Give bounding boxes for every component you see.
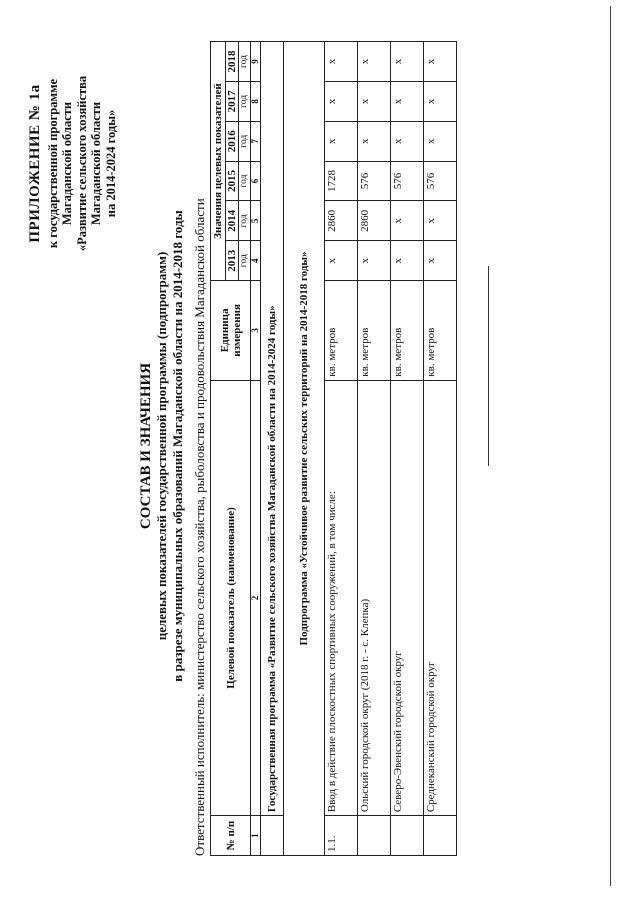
row-indicator: Ольский городской округ (2018 г. - с. Клепка) bbox=[358, 380, 391, 815]
row-value: 1728 bbox=[325, 161, 358, 201]
column-number: 5 bbox=[251, 201, 261, 241]
column-number: 6 bbox=[251, 161, 261, 201]
row-value: х bbox=[325, 81, 358, 121]
row-unit: кв. метров bbox=[424, 281, 457, 381]
row-value: 2860 bbox=[325, 201, 358, 241]
appendix-line: Магаданской области bbox=[89, 101, 103, 226]
row-indicator: Северо-Эвенский городской округ bbox=[391, 380, 424, 815]
column-number: 9 bbox=[251, 42, 261, 82]
row-value: х bbox=[424, 201, 457, 241]
appendix-line: Магаданской области bbox=[60, 101, 74, 226]
indicators-table bbox=[210, 41, 457, 856]
row-value: х bbox=[424, 121, 457, 161]
row-num bbox=[391, 816, 424, 856]
row-unit: кв. метров bbox=[325, 281, 358, 381]
row-indicator: Среднеканский городской округ bbox=[424, 380, 457, 815]
table-row bbox=[325, 42, 358, 856]
header-indicator: Целевой показатель (наименование) bbox=[211, 380, 251, 815]
heading-title: СОСТАВ И ЗНАЧЕНИЯ bbox=[138, 362, 154, 530]
document-page bbox=[10, 6, 625, 886]
row-value: х bbox=[391, 121, 424, 161]
heading-subtitle-2: в разрезе муниципальных образований Магаданской области на 2014-2018 годы bbox=[170, 210, 185, 682]
row-value: х bbox=[325, 241, 358, 281]
header-num: № п/п bbox=[211, 816, 251, 856]
appendix-line: на 2014-2024 годы» bbox=[103, 109, 118, 218]
table-row bbox=[391, 42, 424, 856]
header-row bbox=[211, 42, 226, 856]
row-value: х bbox=[391, 42, 424, 82]
appendix-line: «Развитие сельского хозяйства bbox=[74, 75, 89, 252]
row-value: 576 bbox=[391, 161, 424, 201]
subprogram-row bbox=[284, 42, 325, 856]
row-value: 576 bbox=[358, 161, 391, 201]
column-number: 4 bbox=[251, 241, 261, 281]
footnote-divider bbox=[488, 266, 489, 466]
table-row bbox=[358, 42, 391, 856]
row-value: х bbox=[424, 42, 457, 82]
header-unit: Единица измерения bbox=[211, 281, 251, 381]
row-value: х bbox=[391, 241, 424, 281]
row-num bbox=[358, 816, 391, 856]
header-year: 2018 bbox=[226, 42, 239, 82]
header-values-group: Значения целевых показателей bbox=[211, 42, 226, 281]
document-heading bbox=[138, 36, 186, 856]
row-unit: кв. метров bbox=[358, 281, 391, 381]
column-number: 8 bbox=[251, 81, 261, 121]
responsible-executor: Ответственный исполнитель: министерство сельского хозяйства, рыболовства и продовольствия Магаданской области bbox=[192, 198, 207, 856]
column-number: 1 bbox=[251, 816, 261, 856]
column-number: 7 bbox=[251, 121, 261, 161]
page-edge-rule bbox=[610, 6, 611, 886]
row-value: х bbox=[391, 81, 424, 121]
row-num: 1.1. bbox=[325, 816, 358, 856]
table-row bbox=[424, 42, 457, 856]
row-value: х bbox=[325, 121, 358, 161]
appendix-block bbox=[28, 36, 118, 291]
row-value: х bbox=[424, 241, 457, 281]
column-number-row bbox=[251, 42, 261, 856]
header-year-suffix: год bbox=[239, 42, 251, 82]
row-value: х bbox=[325, 42, 358, 82]
row-indicator: Ввод в действие плоскостных спортивных сооружений, в том числе: bbox=[325, 380, 358, 815]
appendix-title: ПРИЛОЖЕНИЕ № 1а bbox=[27, 84, 43, 243]
row-value: х bbox=[358, 241, 391, 281]
header-year: 2017 bbox=[226, 81, 239, 121]
header-year: 2014 bbox=[226, 201, 239, 241]
row-value: х bbox=[391, 201, 424, 241]
header-year: 2015 bbox=[226, 161, 239, 201]
appendix-line: к государственной программе bbox=[45, 78, 60, 249]
header-year-suffix: год bbox=[239, 81, 251, 121]
row-num bbox=[424, 816, 457, 856]
program-row bbox=[261, 42, 284, 856]
header-year: 2013 bbox=[226, 241, 239, 281]
subprogram-title: Подпрограмма «Устойчивое развитие сельских территорий на 2014-2018 годы» bbox=[284, 42, 325, 856]
heading-subtitle: целевых показателей государственной программы (подпрограмм) bbox=[154, 251, 169, 641]
column-number: 2 bbox=[251, 380, 261, 815]
row-value: х bbox=[358, 42, 391, 82]
row-unit: кв. метров bbox=[391, 281, 424, 381]
header-year-suffix: год bbox=[239, 241, 251, 281]
program-title: Государственная программа «Развитие сельского хозяйства Магаданской области на 2014-2024 годы» bbox=[261, 42, 284, 816]
column-number: 3 bbox=[251, 281, 261, 381]
header-year-suffix: год bbox=[239, 161, 251, 201]
row-value: 2860 bbox=[358, 201, 391, 241]
header-year-suffix: год bbox=[239, 121, 251, 161]
row-value: 576 bbox=[424, 161, 457, 201]
row-value: х bbox=[358, 81, 391, 121]
header-year-suffix: год bbox=[239, 201, 251, 241]
header-year: 2016 bbox=[226, 121, 239, 161]
row-value: х bbox=[424, 81, 457, 121]
row-value: х bbox=[358, 121, 391, 161]
program-num-cell bbox=[261, 816, 284, 856]
